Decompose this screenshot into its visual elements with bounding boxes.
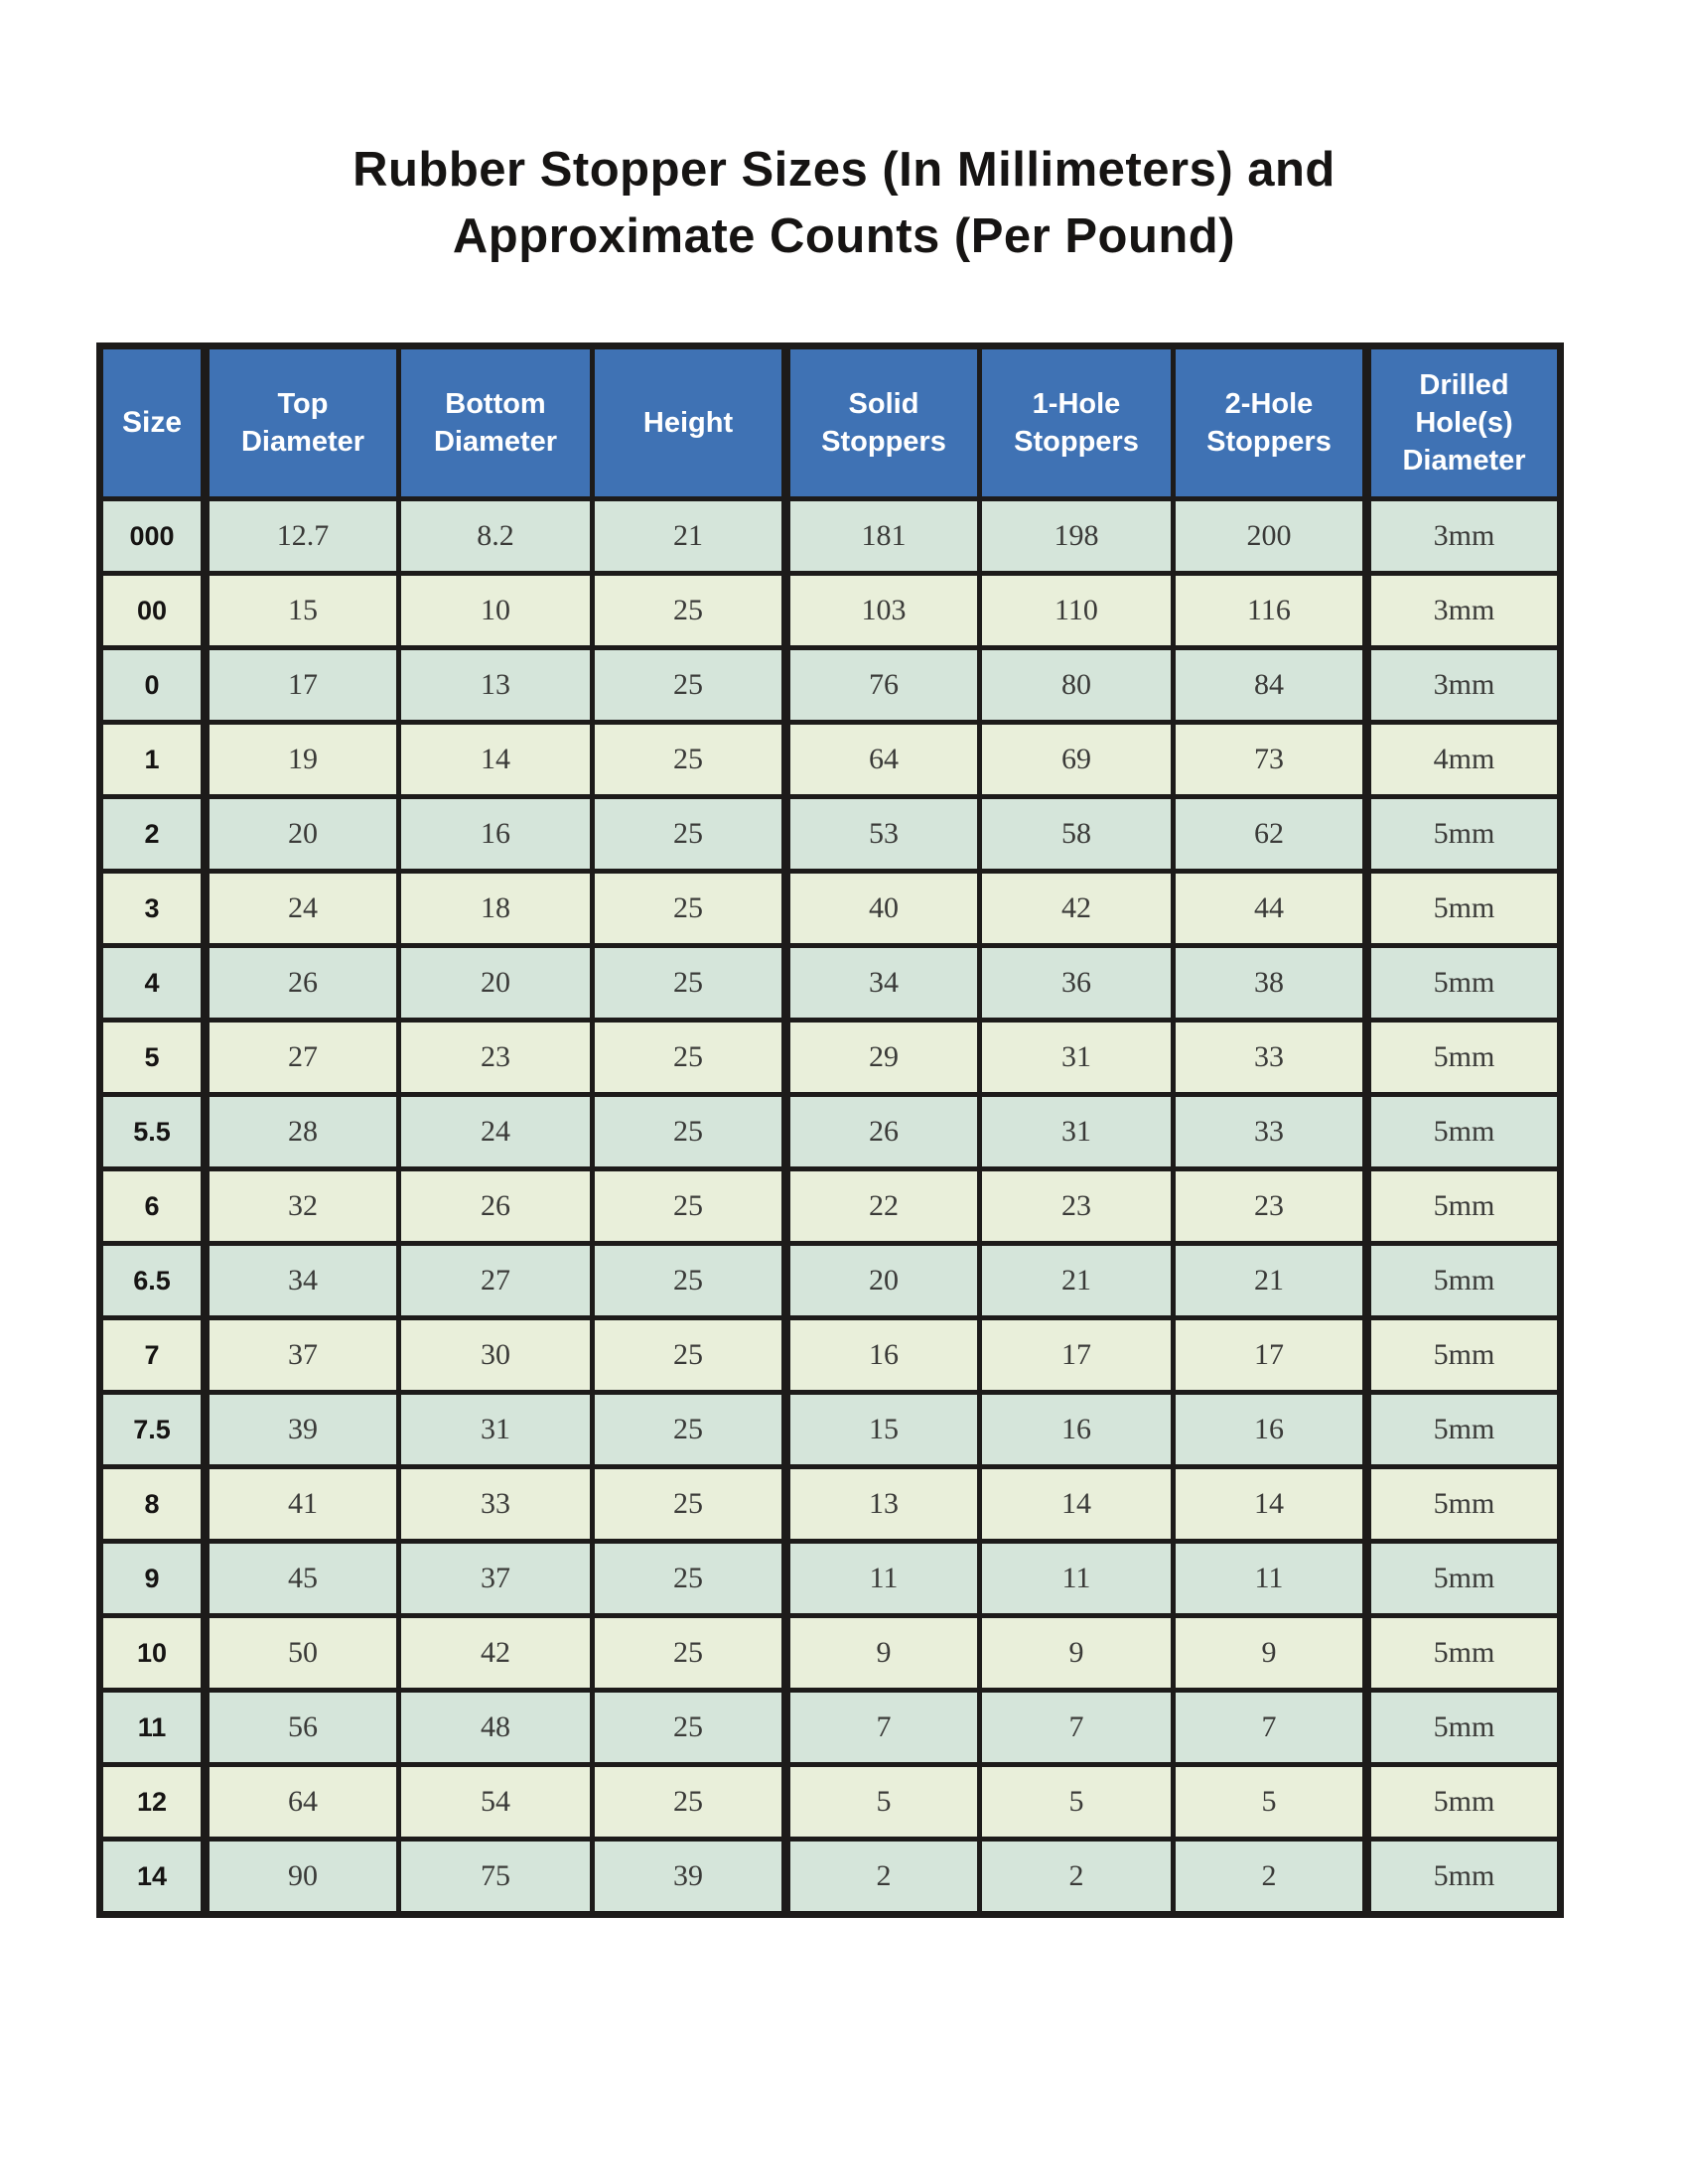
table-cell: 21 <box>1174 1244 1367 1318</box>
table-cell: 34 <box>786 946 980 1021</box>
table-cell: 181 <box>786 499 980 574</box>
table-cell: 25 <box>593 1467 786 1542</box>
size-cell: 11 <box>100 1691 206 1765</box>
table-cell: 14 <box>1174 1467 1367 1542</box>
table-cell: 25 <box>593 1169 786 1244</box>
table-cell: 44 <box>1174 872 1367 946</box>
table-cell: 32 <box>206 1169 399 1244</box>
table-cell: 25 <box>593 1542 786 1616</box>
table-cell: 110 <box>980 574 1174 648</box>
table-cell: 42 <box>399 1616 593 1691</box>
table-cell: 56 <box>206 1691 399 1765</box>
table-cell: 16 <box>786 1318 980 1393</box>
table-cell: 33 <box>1174 1021 1367 1095</box>
table-cell: 33 <box>1174 1095 1367 1169</box>
table-cell: 19 <box>206 723 399 797</box>
column-header-1-hole-stoppers: 1-Hole Stoppers <box>980 346 1174 499</box>
table-cell: 31 <box>980 1095 1174 1169</box>
table-cell: 23 <box>399 1021 593 1095</box>
table-cell: 26 <box>786 1095 980 1169</box>
size-cell: 000 <box>100 499 206 574</box>
table-cell: 33 <box>399 1467 593 1542</box>
table-cell: 12.7 <box>206 499 399 574</box>
table-cell: 5mm <box>1367 1840 1561 1915</box>
table-cell: 25 <box>593 1095 786 1169</box>
table-row <box>100 1393 1561 1467</box>
table-cell: 5mm <box>1367 1169 1561 1244</box>
table-cell: 25 <box>593 1616 786 1691</box>
table-cell: 18 <box>399 872 593 946</box>
table-row <box>100 872 1561 946</box>
table-cell: 26 <box>206 946 399 1021</box>
table-row <box>100 1840 1561 1915</box>
table-cell: 8.2 <box>399 499 593 574</box>
table-row <box>100 1169 1561 1244</box>
table-cell: 80 <box>980 648 1174 723</box>
table-cell: 5 <box>786 1765 980 1840</box>
column-header-2-hole-stoppers: 2-Hole Stoppers <box>1174 346 1367 499</box>
table-cell: 15 <box>206 574 399 648</box>
table-cell: 2 <box>980 1840 1174 1915</box>
table-cell: 39 <box>206 1393 399 1467</box>
size-cell: 12 <box>100 1765 206 1840</box>
size-cell: 6 <box>100 1169 206 1244</box>
table-cell: 7 <box>980 1691 1174 1765</box>
table-cell: 17 <box>1174 1318 1367 1393</box>
page-title <box>0 0 1688 270</box>
table-row <box>100 946 1561 1021</box>
table-cell: 25 <box>593 1244 786 1318</box>
table-cell: 25 <box>593 1691 786 1765</box>
table-cell: 11 <box>786 1542 980 1616</box>
table-cell: 5mm <box>1367 872 1561 946</box>
table-cell: 31 <box>980 1021 1174 1095</box>
table-cell: 16 <box>1174 1393 1367 1467</box>
table-cell: 5mm <box>1367 1691 1561 1765</box>
table-cell: 90 <box>206 1840 399 1915</box>
table-cell: 25 <box>593 797 786 872</box>
size-cell: 2 <box>100 797 206 872</box>
table-cell: 37 <box>399 1542 593 1616</box>
table-cell: 41 <box>206 1467 399 1542</box>
size-cell: 6.5 <box>100 1244 206 1318</box>
table-cell: 25 <box>593 872 786 946</box>
table-cell: 48 <box>399 1691 593 1765</box>
table-cell: 76 <box>786 648 980 723</box>
table-cell: 23 <box>1174 1169 1367 1244</box>
table-cell: 20 <box>399 946 593 1021</box>
table-cell: 7 <box>1174 1691 1367 1765</box>
table-cell: 17 <box>206 648 399 723</box>
table-cell: 27 <box>206 1021 399 1095</box>
table-cell: 64 <box>206 1765 399 1840</box>
table-cell: 17 <box>980 1318 1174 1393</box>
column-header-solid-stoppers: Solid Stoppers <box>786 346 980 499</box>
table-cell: 5mm <box>1367 1244 1561 1318</box>
table-row <box>100 1542 1561 1616</box>
size-cell: 8 <box>100 1467 206 1542</box>
table-row <box>100 574 1561 648</box>
table-cell: 34 <box>206 1244 399 1318</box>
size-cell: 00 <box>100 574 206 648</box>
table-body <box>100 499 1561 1915</box>
table-cell: 5 <box>980 1765 1174 1840</box>
table-cell: 73 <box>1174 723 1367 797</box>
table-row <box>100 1616 1561 1691</box>
table-cell: 5mm <box>1367 1616 1561 1691</box>
table-cell: 5 <box>1174 1765 1367 1840</box>
table-cell: 31 <box>399 1393 593 1467</box>
table-cell: 22 <box>786 1169 980 1244</box>
size-cell: 5 <box>100 1021 206 1095</box>
table-cell: 5mm <box>1367 1393 1561 1467</box>
size-cell: 9 <box>100 1542 206 1616</box>
table-cell: 36 <box>980 946 1174 1021</box>
table-cell: 50 <box>206 1616 399 1691</box>
table-cell: 9 <box>980 1616 1174 1691</box>
table-cell: 39 <box>593 1840 786 1915</box>
table-cell: 26 <box>399 1169 593 1244</box>
table-cell: 7 <box>786 1691 980 1765</box>
table-cell: 64 <box>786 723 980 797</box>
table-cell: 62 <box>1174 797 1367 872</box>
table-cell: 38 <box>1174 946 1367 1021</box>
table-cell: 45 <box>206 1542 399 1616</box>
table-cell: 5mm <box>1367 1467 1561 1542</box>
stopper-size-table-container <box>96 342 1564 1918</box>
size-cell: 7 <box>100 1318 206 1393</box>
size-cell: 10 <box>100 1616 206 1691</box>
column-header-size: Size <box>100 346 206 499</box>
table-cell: 5mm <box>1367 1318 1561 1393</box>
table-cell: 13 <box>399 648 593 723</box>
table-cell: 21 <box>980 1244 1174 1318</box>
table-row <box>100 1318 1561 1393</box>
table-cell: 5mm <box>1367 1095 1561 1169</box>
table-cell: 69 <box>980 723 1174 797</box>
table-cell: 24 <box>399 1095 593 1169</box>
table-cell: 24 <box>206 872 399 946</box>
table-cell: 84 <box>1174 648 1367 723</box>
size-cell: 1 <box>100 723 206 797</box>
table-row <box>100 648 1561 723</box>
table-cell: 2 <box>786 1840 980 1915</box>
table-cell: 20 <box>786 1244 980 1318</box>
table-row <box>100 499 1561 574</box>
table-row <box>100 1095 1561 1169</box>
table-row <box>100 1467 1561 1542</box>
table-cell: 10 <box>399 574 593 648</box>
table-cell: 25 <box>593 946 786 1021</box>
table-cell: 42 <box>980 872 1174 946</box>
table-cell: 3mm <box>1367 648 1561 723</box>
table-cell: 16 <box>399 797 593 872</box>
table-cell: 23 <box>980 1169 1174 1244</box>
table-cell: 14 <box>980 1467 1174 1542</box>
table-cell: 25 <box>593 1393 786 1467</box>
page-title-line1: Rubber Stopper Sizes (In Millimeters) and <box>352 143 1336 197</box>
column-header-top-diameter: Top Diameter <box>206 346 399 499</box>
table-cell: 58 <box>980 797 1174 872</box>
table-cell: 14 <box>399 723 593 797</box>
table-cell: 53 <box>786 797 980 872</box>
table-cell: 103 <box>786 574 980 648</box>
table-cell: 21 <box>593 499 786 574</box>
table-cell: 54 <box>399 1765 593 1840</box>
table-cell: 27 <box>399 1244 593 1318</box>
table-cell: 3mm <box>1367 574 1561 648</box>
header-row <box>100 346 1561 499</box>
table-cell: 15 <box>786 1393 980 1467</box>
table-cell: 25 <box>593 723 786 797</box>
table-cell: 75 <box>399 1840 593 1915</box>
table-cell: 25 <box>593 1318 786 1393</box>
size-cell: 7.5 <box>100 1393 206 1467</box>
size-cell: 0 <box>100 648 206 723</box>
table-cell: 11 <box>980 1542 1174 1616</box>
table-cell: 25 <box>593 574 786 648</box>
table-cell: 5mm <box>1367 1542 1561 1616</box>
table-cell: 2 <box>1174 1840 1367 1915</box>
table-cell: 5mm <box>1367 1021 1561 1095</box>
column-header-drilled-holes-diameter: Drilled Hole(s) Diameter <box>1367 346 1561 499</box>
table-cell: 3mm <box>1367 499 1561 574</box>
column-header-bottom-diameter: Bottom Diameter <box>399 346 593 499</box>
size-cell: 3 <box>100 872 206 946</box>
page-title-line2: Approximate Counts (Per Pound) <box>452 209 1236 263</box>
table-cell: 5mm <box>1367 946 1561 1021</box>
table-cell: 28 <box>206 1095 399 1169</box>
table-cell: 198 <box>980 499 1174 574</box>
column-header-height: Height <box>593 346 786 499</box>
table-row <box>100 797 1561 872</box>
table-cell: 4mm <box>1367 723 1561 797</box>
table-row <box>100 1765 1561 1840</box>
table-cell: 25 <box>593 1021 786 1095</box>
size-cell: 4 <box>100 946 206 1021</box>
table-cell: 20 <box>206 797 399 872</box>
table-cell: 5mm <box>1367 797 1561 872</box>
table-row <box>100 1691 1561 1765</box>
table-cell: 13 <box>786 1467 980 1542</box>
size-cell: 5.5 <box>100 1095 206 1169</box>
table-cell: 16 <box>980 1393 1174 1467</box>
table-cell: 25 <box>593 1765 786 1840</box>
rubber-stopper-size-table <box>96 342 1564 1918</box>
table-row <box>100 1021 1561 1095</box>
table-cell: 29 <box>786 1021 980 1095</box>
table-cell: 37 <box>206 1318 399 1393</box>
table-cell: 5mm <box>1367 1765 1561 1840</box>
table-cell: 9 <box>786 1616 980 1691</box>
table-cell: 30 <box>399 1318 593 1393</box>
table-row <box>100 723 1561 797</box>
table-cell: 40 <box>786 872 980 946</box>
table-cell: 25 <box>593 648 786 723</box>
table-cell: 200 <box>1174 499 1367 574</box>
table-cell: 11 <box>1174 1542 1367 1616</box>
table-cell: 9 <box>1174 1616 1367 1691</box>
table-row <box>100 1244 1561 1318</box>
table-cell: 116 <box>1174 574 1367 648</box>
size-cell: 14 <box>100 1840 206 1915</box>
